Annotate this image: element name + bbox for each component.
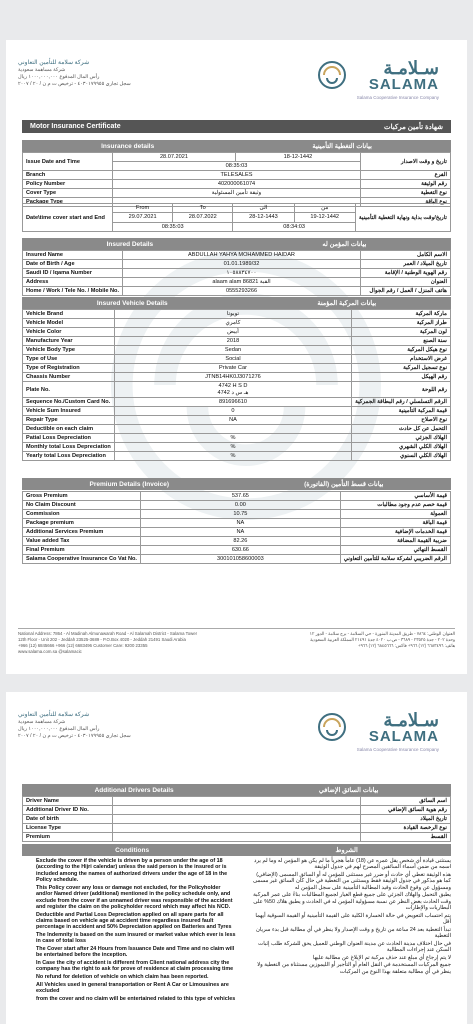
from-label-ar: من (294, 204, 355, 213)
section-conditions-ar: الشروط (335, 847, 358, 854)
condition-ar: لا يتم إرجاع أي مبلغ عند حذف مركبة تم الإبلاغ عن مطالبة عليها (312, 954, 451, 961)
vehicle-row (23, 373, 451, 382)
driver-value (113, 833, 361, 842)
end-date: 28.07.2022 (173, 213, 233, 222)
title-en: Motor Insurance Certificate (30, 123, 121, 130)
issue-hijri: 18-12-1442 (235, 153, 360, 162)
premium-label-ar: ضريبة القيمة المضافة (340, 537, 450, 546)
condition-en: Deductible and Partial Loss Depreciation applied on all spare parts for all claims based on vehicle age at accident time regardless insured fault percentage in accident and 50% Depreciation applied on Batteries and Tyres (36, 911, 232, 931)
condition-ar: جميع المركبات المستخدمة في النقل العام أو التأجير أو الليموزين مستثناة من التغطية ولا ينظر في أي مطالبة متعلقة بهذا النوع من المركبات (257, 962, 451, 975)
section-insured-ar: بيانات المؤمن له (322, 241, 367, 248)
condition-en: The Indemnity is based on the sum insured or market value which ever is less in case of total loss (36, 932, 236, 945)
plate-label-ar: رقم اللوحة (352, 382, 451, 398)
policy-label: Policy Number (23, 180, 113, 189)
end-hijri: 28-12-1443 (233, 213, 294, 222)
section-additional-drivers (22, 784, 451, 796)
sum-insured-label-ar: قيمة المركبة التأمينية (352, 407, 451, 416)
phone-label: Home / Work / Tele No. / Mobile No. (23, 287, 123, 296)
issue-date: 28.07.2021 (113, 153, 236, 162)
section-insured-details (22, 238, 451, 250)
salama-logo-icon (317, 60, 347, 90)
driver-label: Additional Driver ID No. (23, 806, 113, 815)
footer-phone-ar: هاتف: ٦٦٨٣٤٩٦ (١٢) ٩٦٦+ فاكس: ٦٨٤٥٦٦٦ (١٢) ٩٦٦+ (357, 643, 455, 648)
driver-value (113, 824, 361, 833)
premium-value: 0.00 (140, 501, 340, 510)
driver-label: Premium (23, 833, 113, 842)
premium-row (23, 510, 451, 519)
section-insured-en: Insured Details (106, 240, 154, 248)
vehicle-label-ar: رقم الهيكل (352, 373, 451, 382)
section-insurance-en: Insurance details (101, 142, 155, 150)
header-ar-cr-2: سجل تجاري ٤٠٣٠١٧٩٩٥٥ - ترخيص ت م ن / ٢٠ / ٢٠٠٧ (18, 733, 131, 739)
vehicle-label-ar: لون المركبة (352, 328, 451, 337)
premium-label: No Claim Discount (23, 501, 141, 510)
premium-label-ar: قيمة الخدمات الإضافية (340, 528, 450, 537)
repair-value: NA (114, 416, 351, 425)
premium-value: NA (140, 519, 340, 528)
insurance-details-table (22, 152, 451, 207)
driver-row (23, 797, 451, 806)
yearly-loss-label: Yearly total Loss Depreciation (23, 452, 115, 461)
condition-ar: يطبق التحمل والهلاك الجزئي على جميع قطع الغيار لجميع المطالبات بناءً على عمر المركبة وقت الحادث بغض النظر عن نسبة مسؤولية المؤمن له في الحادث و يطبق هلاك 50% على البطاريات والإطارات (253, 892, 451, 912)
insured-name: ABDULLAH YAHYA MOHAMMED HAIDAR (123, 251, 361, 260)
condition-en: from the cover and no claim will be entertained related to this type of vehicles (36, 995, 236, 1002)
condition-en: All Vehicles used in general transportation or Rent A Car or Limousines are excluded (36, 981, 229, 995)
driver-label-ar: القسط (361, 833, 451, 842)
vehicle-value: أبيض (114, 328, 351, 337)
section-additional-en: Additional Drivers Details (94, 786, 174, 794)
premium-table (22, 491, 451, 564)
driver-label-ar: نوع الرخصة القيادة (361, 824, 451, 833)
vehicle-label: Vehicle Color (23, 328, 115, 337)
vehicle-label: Vehicle Model (23, 319, 115, 328)
branch-value: TELESALES (113, 171, 361, 180)
condition-ar: في حال اختلاف مدينة الحادث عن مدينة العنوان الوطني للعميل يحق للشركة طلب إثبات السكن عند إجراءات المطالبة (258, 940, 451, 954)
partial-loss-value: % (114, 434, 351, 443)
premium-value: NA (140, 528, 340, 537)
footer-phone-en: +966 (12) 6845666 +966 (12) 6683496 Customer Care: 9200 23355 (18, 643, 148, 648)
dob-label: Date of Birth / Age (23, 260, 123, 269)
premium-label: Value added Tax (23, 537, 141, 546)
premium-label: Gross Premium (23, 492, 141, 501)
issue-date-label-ar: تاريخ و وقت الاصدار (361, 153, 451, 171)
vehicle-row (23, 310, 451, 319)
vehicle-label: Vehicle Brand (23, 310, 115, 319)
vehicle-rows (23, 310, 451, 382)
logo-en-2: SALAMA (368, 728, 439, 745)
header-ar-type-2: شركة مساهمة سعودية (18, 719, 66, 725)
repair-label-ar: نوع الاصلاح (352, 416, 451, 425)
premium-label: Commission (23, 510, 141, 519)
section-additional-ar: بيانات السائق الإضافي (318, 787, 379, 794)
dob-label-ar: تاريخ الميلاد / العمر (361, 260, 451, 269)
vehicle-label-ar: نوع تسجيل المركبة (352, 364, 451, 373)
start-time: 08:35:03 (113, 222, 233, 231)
branch-label: Branch (23, 171, 113, 180)
premium-row (23, 537, 451, 546)
vehicle-value: JTNB14HK0J3071276 (114, 373, 351, 382)
header-ar-capital-2: رأس المال المدفوع ١٠٠٠,٠٠٠,٠٠٠ ريال (18, 726, 100, 732)
policy-label-ar: رقم الوثيقة (361, 180, 451, 189)
section-conditions-en: Conditions (115, 846, 150, 854)
phone-label-ar: هاتف المنزل / العمل / رقم الجوال (361, 287, 451, 296)
insured-name-label-ar: الاسم الكامل (361, 251, 451, 260)
premium-label: Final Premium (23, 546, 141, 555)
premium-value: 10.75 (140, 510, 340, 519)
vehicle-label-ar: ماركة المركبة (352, 310, 451, 319)
condition-ar: يستثنى قيادة أي شخص يقل عمره عن (18) عاماً هجرياً ما لم يكن هو المؤمن له وما لم يرد اسمه من ضمن أسماء السائقين المصرح لهم في جدول الوثيقة (254, 858, 451, 871)
deductible-value (114, 425, 351, 434)
vehicle-row (23, 355, 451, 364)
vehicle-value: تويوتا (114, 310, 351, 319)
vehicle-row (23, 364, 451, 373)
driver-row (23, 824, 451, 833)
start-date: 29.07.2021 (113, 213, 173, 222)
issue-time: 08:35:03 (113, 162, 361, 171)
driver-label: Date of birth (23, 815, 113, 824)
footer-address-en-2: 12th Floor - Unit 202 - Jeddah 23525-3689 - P.O.Box 4020 - Jeddah 21491 Saudi Arabia (18, 637, 186, 642)
cover-label: Cover Type (23, 189, 113, 198)
monthly-loss-value: % (114, 443, 351, 452)
premium-row (23, 528, 451, 537)
header-ar-type: شركة مساهمة سعودية (18, 67, 66, 73)
driver-rows (23, 797, 451, 842)
sequence-value: 891696610 (114, 398, 351, 407)
branch-label-ar: الفرع (361, 171, 451, 180)
vehicle-label: Type of Registration (23, 364, 115, 373)
yearly-loss-label-ar: الهلاك الكلي السنوي (352, 452, 451, 461)
driver-label-ar: تاريخ الميلاد (361, 815, 451, 824)
driver-value (113, 806, 361, 815)
vehicle-label: Manufacture Year (23, 337, 115, 346)
monthly-loss-label-ar: الهلاك الكلي الشهري (352, 443, 451, 452)
section-premium-ar: بيانات قسط التأمين (الفاتورة) (304, 481, 384, 488)
repair-label: Repair Type (23, 416, 115, 425)
condition-en: In Case the city of accident is different from Client national address city the company has the right to ask for prove of residence at claim processing time (36, 960, 234, 973)
id-label-ar: رقم الهوية الوطنية / الإقامة (361, 269, 451, 278)
package-label-ar: نوع الباقة (361, 198, 451, 207)
cover-period-table (22, 203, 451, 232)
section-vehicle-ar: بيانات المركبة المؤمنة (317, 300, 377, 307)
address-value: alaam alam 86821 القبة (123, 278, 361, 287)
driver-value (113, 797, 361, 806)
vehicle-value: Social (114, 355, 351, 364)
vehicle-row (23, 328, 451, 337)
vehicle-value: 2018 (114, 337, 351, 346)
vehicle-details-table (22, 309, 451, 461)
sum-insured-value: 0 (114, 407, 351, 416)
to-label: To (173, 204, 233, 213)
plate-latin: 4742 H S D (218, 382, 248, 389)
condition-ar: تبدأ التغطية بعد 24 ساعة من تاريخ و وقت الإصدار ولا ينظر في أي مطالبة قبل بدء سريان التغطية (255, 926, 451, 940)
driver-row (23, 833, 451, 842)
premium-label-ar: قيمة خصم عدم وجود مطالبات (340, 501, 450, 510)
period-label-ar: تاريخ/وقت بداية ونهاية التغطية التأمينية (355, 204, 450, 232)
id-label: Saudi ID / Iqama Number (23, 269, 123, 278)
page1-footer (18, 628, 455, 655)
header-ar-capital: رأس المال المدفوع ١٠٠٠,٠٠٠,٠٠٠ ريال (18, 74, 100, 80)
vehicle-value: كامري (114, 319, 351, 328)
address-label: Address (23, 278, 123, 287)
premium-row (23, 546, 451, 555)
premium-label-ar: قيمة الباقة (340, 519, 450, 528)
logo-subtitle-2: Salama Cooperative Insurance Company (356, 747, 439, 752)
condition-en: No refund for deletion of vehicle on which claim has been reported. (36, 974, 209, 981)
salama-logo-icon-2 (317, 712, 347, 742)
cover-label-ar: نوع التغطية (361, 189, 451, 198)
certificate-page-2 (6, 692, 467, 1024)
deductible-label: Deductible on each claim (23, 425, 115, 434)
premium-label: Package premium (23, 519, 141, 528)
additional-drivers-table (22, 796, 451, 842)
monthly-loss-label: Monthly total Loss Depreciation (23, 443, 115, 452)
section-premium-details (22, 478, 451, 490)
conditions-en (36, 858, 236, 1003)
condition-ar: يتم احتساب التعويض في حالة الخسارة الكلية على القيمة التأمينية أو القيمة السوقية أيهما أقل (255, 912, 451, 926)
plate-value (114, 382, 351, 398)
premium-value: 82.26 (140, 537, 340, 546)
driver-value (113, 815, 361, 824)
premium-label: Additional Services Premium (23, 528, 141, 537)
premium-value: 537.65 (140, 492, 340, 501)
sequence-label-ar: الرقم التسلسلي / رقم البطاقة الجمركية (352, 398, 451, 407)
condition-en: This Policy cover any loss or damage not excluded, for the Policyholder and/or Named driver (additional) mentioned in the policy schedule only, and exclude from the cover if an unnamed driver was responsible of the accident and register the claim on the policyholder record which may affect his NCD. (36, 884, 233, 911)
condition-en: The Cover start after 24 Hours from Issuance Date and Time and no claim will be entertained before the inception. (36, 946, 235, 959)
vehicle-label-ar: سنة الصنع (352, 337, 451, 346)
yearly-loss-value: % (114, 452, 351, 461)
driver-label: License Type (23, 824, 113, 833)
premium-label-ar: القسط النهائي (340, 546, 450, 555)
premium-value: 300101058600003 (140, 555, 340, 564)
premium-label: Salama Cooperative Insurance Co Vat No. (23, 555, 141, 564)
premium-label-ar: قيمة الأساسي (340, 492, 450, 501)
header-ar (18, 60, 138, 88)
section-vehicle-en: Insured Vehicle Details (96, 299, 168, 307)
vehicle-label: Vehicle Body Type (23, 346, 115, 355)
logo-ar-2: سـلامـة (383, 710, 439, 730)
premium-row (23, 501, 451, 510)
section-vehicle-details (22, 297, 451, 309)
footer-address-ar-2: وحدة ٢٠٢ - جدة ٢٣٥٢٥ - ٣٦٨٩ - ص.ب ٤٠٢٠ جدة ٢١٤٩١ المملكة العربية السعودية (310, 637, 455, 642)
vehicle-label: Chassis Number (23, 373, 115, 382)
vehicle-row (23, 319, 451, 328)
footer-address-en: National Address: 7864 - Al Madinah Almunawarah Road - Al Salamah District - Salama Tower (18, 631, 198, 636)
header-ar-cr: سجل تجاري ٤٠٣٠١٧٩٩٥٥ - ترخيص ت م ن / ٢٠ / ٢٠٠٧ (18, 81, 131, 87)
section-insurance-ar: بيانات التغطية التأمينية (312, 143, 372, 150)
logo-subtitle: Salama Cooperative Insurance Company (356, 95, 439, 100)
section-insurance-details (22, 140, 451, 152)
condition-en: Exclude the cover if the vehicle is driven by a person under the age of 18 (according to the Hijri calendar) unless the said person is the insured or is included among the names of authorized drivers under the age of 18 in the Policy schedule. (36, 858, 228, 884)
premium-label-ar: الرقم الضريبي لشركة سلامة للتأمين التعاوني (340, 555, 450, 564)
vehicle-label-ar: طراز المركبة (352, 319, 451, 328)
driver-row (23, 815, 451, 824)
deductible-label-ar: التحمل عن كل حادث (352, 425, 451, 434)
vehicle-value: Private Car (114, 364, 351, 373)
logo-en: SALAMA (368, 76, 439, 93)
start-hijri: 19-12-1442 (294, 213, 355, 222)
sum-insured-label: Vehicle Sum Insured (23, 407, 115, 416)
driver-label: Driver Name (23, 797, 113, 806)
vehicle-label-ar: نوع هيكل المركبة (352, 346, 451, 355)
section-premium-en: Premium Details (Invoice) (89, 480, 170, 488)
logo-ar: سـلامـة (383, 58, 439, 78)
driver-row (23, 806, 451, 815)
section-conditions (22, 844, 451, 856)
package-label: Package Type (23, 198, 113, 207)
header-ar-name-2: شركة سلامة للتأمين التعاوني (18, 712, 90, 718)
header-ar-name: شركة سلامة للتأمين التعاوني (18, 60, 90, 66)
insured-details-table (22, 250, 451, 296)
vehicle-label: Type of Use (23, 355, 115, 364)
conditions-ar (251, 858, 451, 976)
premium-row (23, 519, 451, 528)
partial-loss-label-ar: الهلاك الجزئي (352, 434, 451, 443)
partial-loss-label: Patial Loss Depreciation (23, 434, 115, 443)
id-value: ١٠٥٨٨٣٤٧٠٠ (123, 269, 361, 278)
issue-date-label: Issue Date and Time (23, 153, 113, 171)
footer-address-ar: العنوان الوطني: ٧٨٦٤ - طريق المدينة المنورة - حي السلامة - برج سلامة - الدور ١٢ (309, 631, 455, 636)
vehicle-value: Sedan (114, 346, 351, 355)
premium-row (23, 555, 451, 564)
from-label: From (113, 204, 173, 213)
sequence-label: Sequence No./Custom Card No. (23, 398, 115, 407)
premium-rows (23, 492, 451, 564)
cover-type: وثيقة تأمين المسئولية (113, 189, 361, 198)
certificate-title (22, 120, 451, 133)
plate-arabic: 4742 هـ س د (217, 389, 249, 396)
footer-web[interactable]: www.salama.com.sa @salamacic (18, 649, 82, 654)
header-ar-2 (18, 712, 138, 740)
premium-label-ar: العمولة (340, 510, 450, 519)
premium-row (23, 492, 451, 501)
period-label: Date\time cover start and End (23, 204, 113, 232)
driver-label-ar: رقم هوية السائق الإضافي (361, 806, 451, 815)
vehicle-row (23, 346, 451, 355)
vehicle-row (23, 337, 451, 346)
phone-value: 0555293266 (123, 287, 361, 296)
plate-label: Plate No. (23, 382, 115, 398)
policy-number: 402000061074 (113, 180, 361, 189)
insured-name-label: Insured Name (23, 251, 123, 260)
premium-value: 630.66 (140, 546, 340, 555)
vehicle-label-ar: غرض الاستخدام (352, 355, 451, 364)
driver-label-ar: اسم السائق (361, 797, 451, 806)
to-label-ar: الى (233, 204, 294, 213)
title-ar: شهادة تأمين مركبات (384, 123, 443, 131)
dob-value: 01.01.1989/32 (123, 260, 361, 269)
condition-ar: هذه الوثيقة تغطي أي حادث أو ضرر غير مستثنى للمؤمن له أو السائق المسمى (الإضافي) كما هو مذكور في جدول الوثيقة فقط ويستثنى من التغطية في حال كان السائق غير مسمى ومسؤول عن وقوع الحادث وقيد المطالبة التأمينية على سجل المؤمن له (253, 872, 451, 891)
address-label-ar: العنوان (361, 278, 451, 287)
certificate-page-1 (6, 40, 467, 674)
end-time: 08:34:03 (233, 222, 356, 231)
